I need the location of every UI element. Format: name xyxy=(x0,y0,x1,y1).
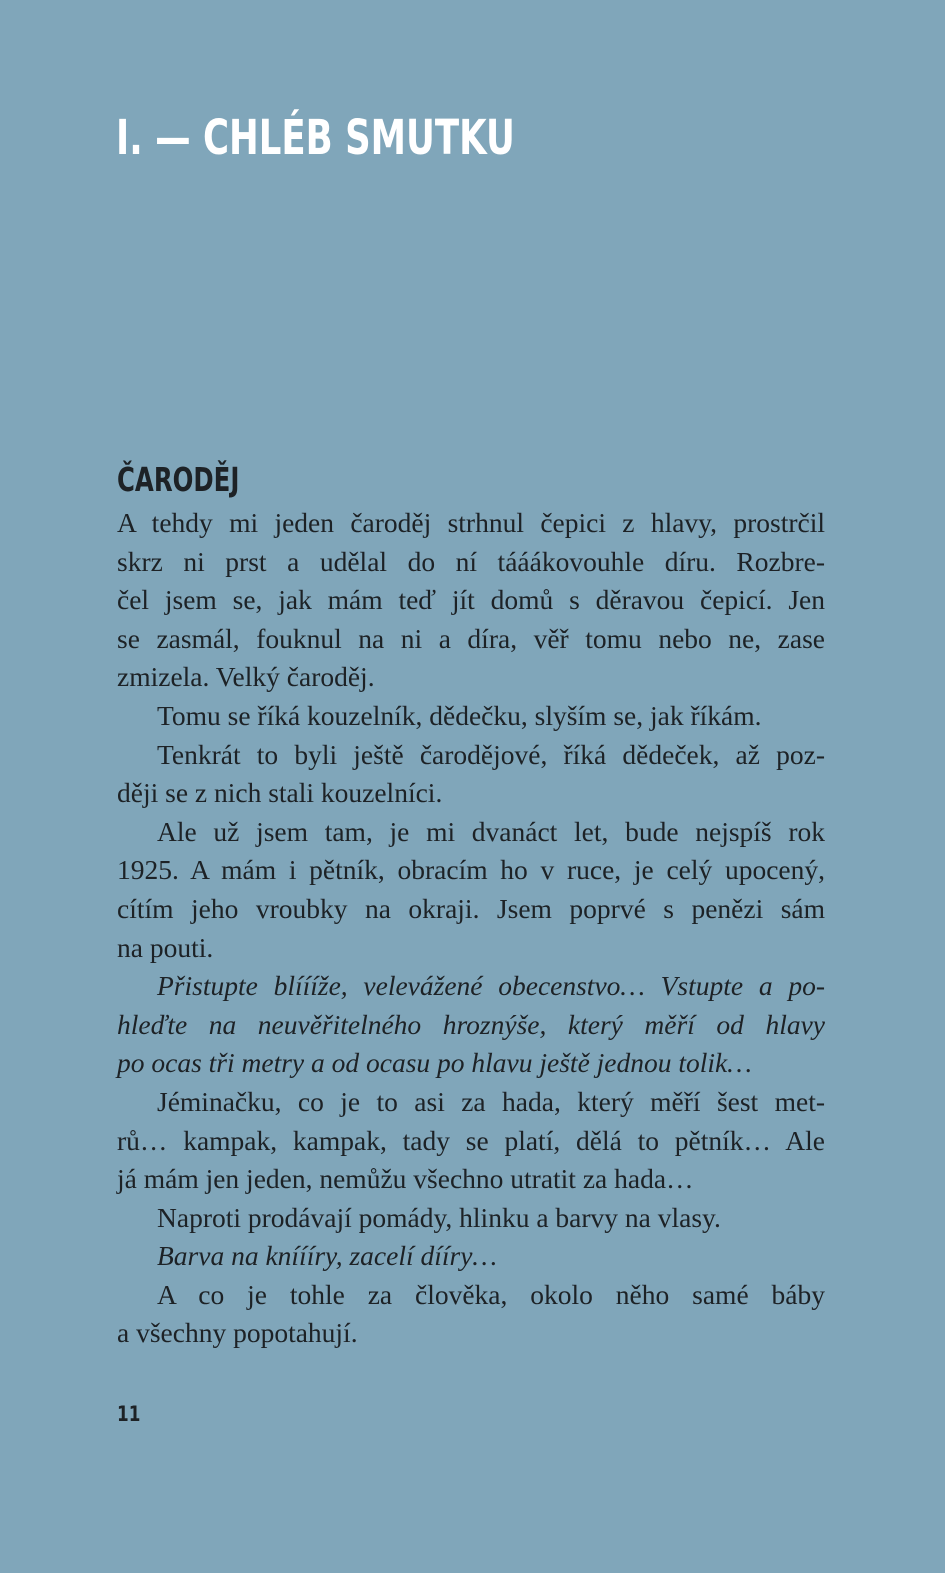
section-heading: ČARODĚJ xyxy=(117,460,240,499)
text-line: Naproti prodávají pomády, hlinku a barvy na vlasy. xyxy=(157,1201,721,1233)
text-line: A tehdy mi jeden čaroděj strhnul čepici z hlavy, prostrčil xyxy=(117,507,825,538)
text-line: a všechny popotahují. xyxy=(117,1317,358,1349)
text-line: já mám jen jeden, nemůžu všechno utratit za hada… xyxy=(117,1163,694,1195)
text-line: čel jsem se, jak mám teď jít domů s děravou čepicí. Jen xyxy=(117,584,825,616)
body-text xyxy=(117,504,825,1353)
text-line: Tenkrát to byli ještě čarodějové, říká dědeček, až poz- xyxy=(157,738,825,770)
text-line: skrz ni prst a udělal do ní tááákovouhle díru. Rozbre- xyxy=(117,545,825,577)
text-line: cítím jeho vroubky na okraji. Jsem poprvé s penězi sám xyxy=(117,892,825,924)
text-line: se zasmál, fouknul na ni a díra, věř tomu nebo ne, zase xyxy=(117,622,825,654)
text-line: Ale už jsem tam, je mi dvanáct let, bude nejspíš rok xyxy=(157,815,825,847)
text-line: ději se z nich stali kouzelníci. xyxy=(117,777,443,809)
text-line: Barva na kníííry, zacelí dííry… xyxy=(157,1240,497,1272)
text-line: hleďte na neuvěřitelného hroznýše, který měří od hlavy xyxy=(117,1008,825,1040)
page-number: 11 xyxy=(117,1402,141,1426)
text-line: A co je tohle za člověka, okolo něho samé báby xyxy=(157,1278,825,1310)
text-line: Přistupte blíííže, velevážené obecenstvo… Vstupte a po- xyxy=(157,970,825,1002)
text-line: po ocas tři metry a od ocasu po hlavu ještě jednou tolik… xyxy=(117,1047,752,1079)
text-line: 1925. A mám i pětník, obracím ho v ruce, je celý upocený, xyxy=(117,854,825,886)
text-line: Tomu se říká kouzelník, dědečku, slyším se, jak říkám. xyxy=(157,699,762,731)
text-line: rů… kampak, kampak, tady se platí, dělá to pětník… Ale xyxy=(117,1124,825,1156)
text-line: na pouti. xyxy=(117,931,214,963)
text-line: zmizela. Velký čaroděj. xyxy=(117,661,375,693)
chapter-title: I. — CHLÉB SMUTKU xyxy=(116,110,515,166)
text-line: Jéminačku, co je to asi za hada, který měří šest met- xyxy=(157,1085,825,1117)
